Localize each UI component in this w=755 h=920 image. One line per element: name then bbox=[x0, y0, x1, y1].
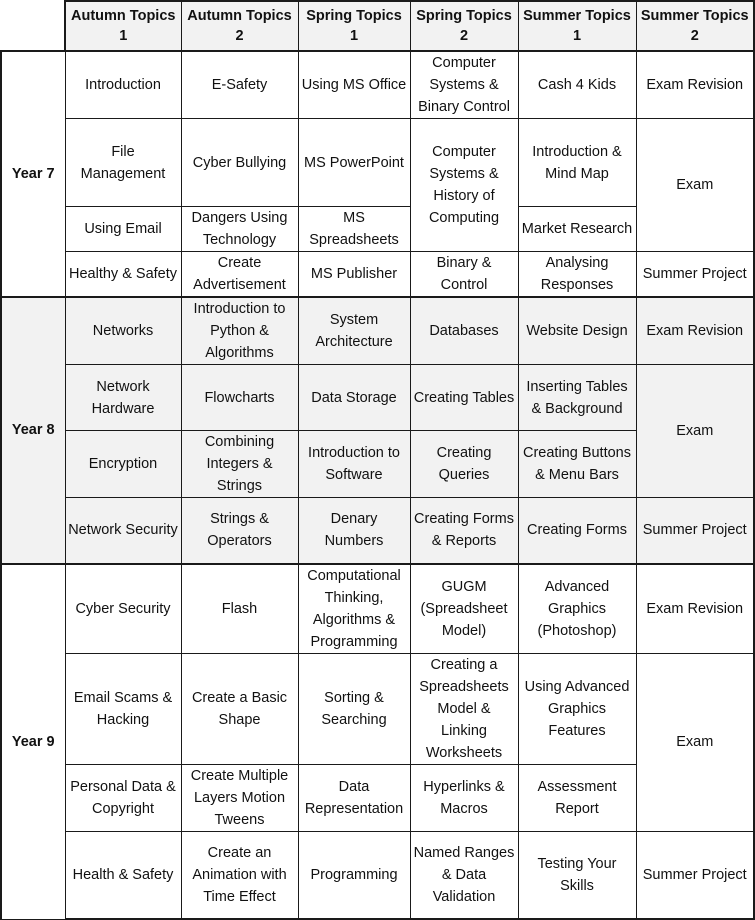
table-cell: Network Hardware bbox=[65, 365, 181, 431]
table-cell: Creating Buttons & Menu Bars bbox=[518, 431, 636, 498]
table-cell: Dangers Using Technology bbox=[181, 207, 298, 252]
table-cell: Databases bbox=[410, 297, 518, 365]
table-cell: Computational Thinking, Algorithms & Programming bbox=[298, 564, 410, 654]
table-cell: Introduction to Software bbox=[298, 431, 410, 498]
table-cell: Flash bbox=[181, 564, 298, 654]
header-spring-1: Spring Topics 1 bbox=[298, 1, 410, 51]
table-cell: File Management bbox=[65, 119, 181, 207]
table-cell: Cyber Security bbox=[65, 564, 181, 654]
header-autumn-2: Autumn Topics 2 bbox=[181, 1, 298, 51]
table-cell: Using Email bbox=[65, 207, 181, 252]
table-cell: Creating Forms & Reports bbox=[410, 498, 518, 564]
table-cell: Combining Integers & Strings bbox=[181, 431, 298, 498]
table-cell: MS Publisher bbox=[298, 252, 410, 298]
table-cell: Assessment Report bbox=[518, 764, 636, 831]
table-cell: Creating Forms bbox=[518, 498, 636, 564]
table-cell: Create Multiple Layers Motion Tweens bbox=[181, 764, 298, 831]
table-cell: Programming bbox=[298, 831, 410, 919]
header-row bbox=[1, 1, 754, 51]
table-cell: Summer Project bbox=[636, 498, 754, 564]
table-cell: Using MS Office bbox=[298, 51, 410, 119]
table-cell: MS PowerPoint bbox=[298, 119, 410, 207]
table-cell: Healthy & Safety bbox=[65, 252, 181, 298]
table-cell: Introduction to Python & Algorithms bbox=[181, 297, 298, 365]
corner-cell bbox=[1, 1, 65, 51]
table-cell: Computer Systems & History of Computing bbox=[410, 119, 518, 252]
table-cell: Computer Systems & Binary Control bbox=[410, 51, 518, 119]
year-label: Year 7 bbox=[1, 51, 65, 297]
table-row bbox=[1, 365, 754, 431]
header-summer-2: Summer Topics 2 bbox=[636, 1, 754, 51]
table-cell: Inserting Tables & Background bbox=[518, 365, 636, 431]
table-row bbox=[1, 119, 754, 207]
year-label: Year 8 bbox=[1, 297, 65, 564]
table-cell: Denary Numbers bbox=[298, 498, 410, 564]
table-cell: Sorting & Searching bbox=[298, 653, 410, 764]
table-cell: Summer Project bbox=[636, 831, 754, 919]
table-cell: System Architecture bbox=[298, 297, 410, 365]
table-cell: Advanced Graphics (Photoshop) bbox=[518, 564, 636, 654]
year-label: Year 9 bbox=[1, 564, 65, 920]
table-cell: Data Storage bbox=[298, 365, 410, 431]
table-cell: Named Ranges & Data Validation bbox=[410, 831, 518, 919]
table-cell: Hyperlinks & Macros bbox=[410, 764, 518, 831]
table-cell: Create a Basic Shape bbox=[181, 653, 298, 764]
table-cell: Website Design bbox=[518, 297, 636, 365]
table-row bbox=[1, 831, 754, 919]
table-cell: Exam bbox=[636, 365, 754, 498]
table-cell: Market Research bbox=[518, 207, 636, 252]
table-cell: Strings & Operators bbox=[181, 498, 298, 564]
header-autumn-1: Autumn Topics 1 bbox=[65, 1, 181, 51]
table-cell: Health & Safety bbox=[65, 831, 181, 919]
table-row bbox=[1, 653, 754, 764]
table-row bbox=[1, 564, 754, 654]
table-cell: Encryption bbox=[65, 431, 181, 498]
table-cell: Networks bbox=[65, 297, 181, 365]
header-spring-2: Spring Topics 2 bbox=[410, 1, 518, 51]
table-row bbox=[1, 498, 754, 564]
table-cell: Analysing Responses bbox=[518, 252, 636, 298]
table-cell: Cash 4 Kids bbox=[518, 51, 636, 119]
table-cell: E-Safety bbox=[181, 51, 298, 119]
table-cell: Introduction bbox=[65, 51, 181, 119]
table-cell: Testing Your Skills bbox=[518, 831, 636, 919]
table-cell: Flowcharts bbox=[181, 365, 298, 431]
table-cell: Introduction & Mind Map bbox=[518, 119, 636, 207]
table-cell: Creating Queries bbox=[410, 431, 518, 498]
table-cell: Exam bbox=[636, 653, 754, 831]
table-cell: Using Advanced Graphics Features bbox=[518, 653, 636, 764]
table-cell: Summer Project bbox=[636, 252, 754, 298]
table-cell: MS Spreadsheets bbox=[298, 207, 410, 252]
table-cell: Create an Animation with Time Effect bbox=[181, 831, 298, 919]
table-cell: Email Scams & Hacking bbox=[65, 653, 181, 764]
table-cell: Exam Revision bbox=[636, 564, 754, 654]
table-cell: Creating Tables bbox=[410, 365, 518, 431]
table-cell: Exam Revision bbox=[636, 297, 754, 365]
table-cell: Data Representation bbox=[298, 764, 410, 831]
header-summer-1: Summer Topics 1 bbox=[518, 1, 636, 51]
table-cell: Exam Revision bbox=[636, 51, 754, 119]
table-cell: Create Advertisement bbox=[181, 252, 298, 298]
table-cell: Exam bbox=[636, 119, 754, 252]
table-row bbox=[1, 252, 754, 298]
table-cell: GUGM (Spreadsheet Model) bbox=[410, 564, 518, 654]
table-cell: Cyber Bullying bbox=[181, 119, 298, 207]
table-row bbox=[1, 51, 754, 119]
table-cell: Network Security bbox=[65, 498, 181, 564]
table-cell: Creating a Spreadsheets Model & Linking Worksheets bbox=[410, 653, 518, 764]
table-cell: Binary & Control bbox=[410, 252, 518, 298]
table-cell: Personal Data & Copyright bbox=[65, 764, 181, 831]
table-row bbox=[1, 297, 754, 365]
